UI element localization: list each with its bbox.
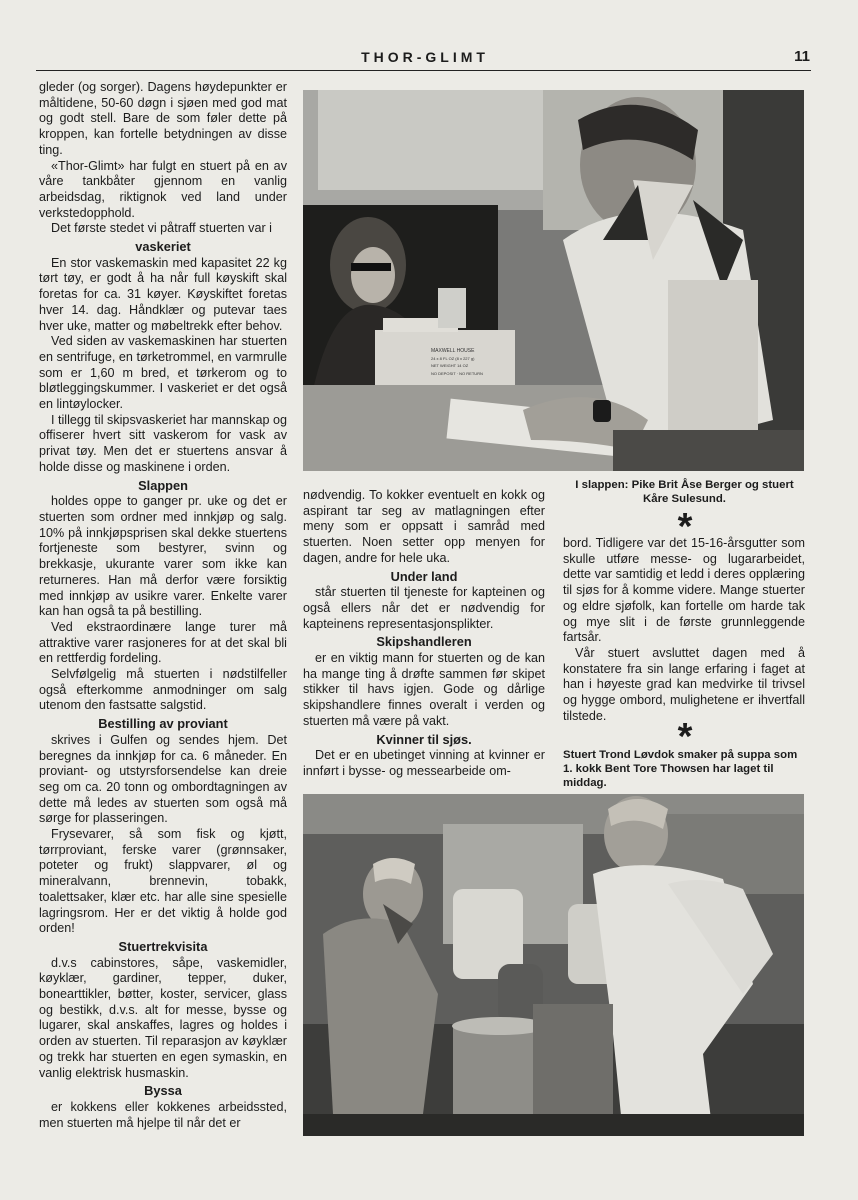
photo-byssa xyxy=(303,794,804,1136)
box-label-deposit: NO DEPOSIT · NO RETURN xyxy=(431,371,483,376)
subheading-kvinner: Kvinner til sjøs. xyxy=(376,731,472,747)
paragraph: I tillegg til skipsvaskeriet har mannskap og offiserer hvert sitt vaskerom for vask av privat tøy. Men det er stuertens ansvar å holde disse og maskinene i orden. xyxy=(39,412,287,474)
paragraph: gleder (og sorger). Dagens høydepunkter er måltidene, 50-60 døgn i sjøen med god mat og godt stell. Bare de som føler dette på kroppen, kan fortelle betydningen av disse ting. xyxy=(39,80,287,157)
photo-caption-byssa: Stuert Trond Løvdok smaker på suppa som 1. kokk Bent Tore Thowsen har laget til middag. xyxy=(563,749,798,789)
paragraph: er kokkens eller kokkenes arbeidssted, men stuerten må hjelpe til når det er xyxy=(39,1100,287,1130)
paragraph: skrives i Gulfen og sendes hjem. Det beregnes da innkjøp for ca. 6 måneder. En proviant- og utstyrsforsendelse kan dreie seg om ca. 20 tonn og ombordtagningen av dette må ledes av stuerten som også må sørge for plasseringen. xyxy=(39,732,287,826)
paragraph: er en viktig mann for stuerten og de kan ha mange ting å drøfte sammen før skipet stikker til havs igjen. Gode og dårlige skipshandlere finnes overalt i verden og stuerten må være på vakt. xyxy=(303,651,545,728)
header-rule xyxy=(36,70,811,71)
paragraph: nødvendig. To kokker eventuelt en kokk og aspirant tar seg av matlagningen efter meny som er oppsatt i samråd med stuerten. Noen setter opp menyen for dagen, andre for hele uka. xyxy=(303,488,545,565)
paragraph: «Thor-Glimt» har fulgt en stuert på en av våre tankbåter gjennom en vanlig arbeidsdag, riktignok ved land under verkstedopphold. xyxy=(39,158,287,220)
subheading-skipshandleren: Skipshandleren xyxy=(376,634,472,650)
paragraph: En stor vaskemaskin med kapasitet 22 kg tørt tøy, er godt å ha når full køyskift skal foretas for ca. 31 køyer. Køyskiftet foretas hver 14. dag. Håndklær og putevar taes hver uke, matter og møbeltrekk efter behov. xyxy=(39,255,287,333)
magazine-title: THOR-GLIMT xyxy=(361,49,489,65)
paragraph: Det første stedet vi påtraff stuerten var i xyxy=(51,221,272,236)
paragraph: Vår stuert avsluttet dagen med å konstatere fra sin lange erfaring i faget at han i høyeste grad kan medvirke til trivsel og hygge ombord, mulighetene er ihvertfall tilstede. xyxy=(563,645,805,723)
paragraph: bord. Tidligere var det 15-16-årsgutter som skulle utføre messe- og lugararbeidet, dette var samtidig et ledd i deres opplæring til sjøs for å komme videre. Mange stuerter og eldre sjøfolk, kan fortelle om harde tak og mye slit i de første grunnleggende fartsår. xyxy=(563,536,805,645)
photo-slappen-image xyxy=(303,90,804,471)
photo-slappen xyxy=(303,90,804,471)
paragraph: Selvfølgelig må stuerten i nødstilfeller også efterkomme anmodninger om salg utenom den fastsatte salgstid. xyxy=(39,667,287,713)
box-label-quantity: 24 x 8 FL OZ (8 x 227 g) xyxy=(431,356,475,361)
paragraph: Det er en ubetinget vinning at kvinner er innført i bysse- og messearbeide om- xyxy=(303,748,545,778)
box-label-weight: NET WEIGHT 14 OZ xyxy=(431,363,469,368)
paragraph: d.v.s cabinstores, såpe, vaskemidler, køyklær, gardiner, tepper, duker, bonearttikler, bøtter, koster, servicer, glass og bestikk, d.v.s. alt for messe, bysse og lugarer, skal anskaffes, lagres og holdes i orden av stuerten. Til reparasjon av køyklær og trekk har stuerten en egen symaskin, en vanlig elektrisk husmaskin. xyxy=(39,955,287,1080)
box-label-brand: MAXWELL HOUSE xyxy=(431,348,475,354)
subheading-under-land: Under land xyxy=(390,568,458,584)
paragraph: Frysevarer, så som fisk og kjøtt, tørrproviant, ferske varer (grønnsaker, poteter og frukt) slappvarer, øl og mineralvann, brennevin, tobakk, toalettsaker, klær etc. har alle sine spesielle lagringsrom. Her er det viktig å holde god orden! xyxy=(39,827,287,936)
paragraph: holdes oppe to ganger pr. uke og det er stuerten som ordner med innkjøp og salg. 10% på innkjøpsprisen skal dekke stuertens fortjeneste som bestyrer, svinn og brekkasje, ukurante varer som ikke kan returneres. Han må derfor være forsiktig med innkjøp av usikre varer. Enkelte varer kan han også ta på bestilling. xyxy=(39,494,287,619)
article-column-2 xyxy=(303,488,545,780)
page-number: 11 xyxy=(794,48,810,65)
photo-byssa-image xyxy=(303,794,804,1136)
subheading-byssa: Byssa xyxy=(144,1083,182,1099)
asterisk-divider: * xyxy=(677,506,693,548)
asterisk-divider: * xyxy=(677,716,693,758)
article-column-1 xyxy=(39,80,287,1131)
paragraph: Ved ekstraordinære lange turer må attraktive varer rasjoneres for at det skal bli en rettferdig fordeling. xyxy=(39,619,287,666)
subheading-stuertrekvisita: Stuertrekvisita xyxy=(118,938,208,954)
subheading-vaskeriet: vaskeriet xyxy=(135,239,191,255)
photo-caption-slappen: I slappen: Pike Brit Åse Berger og stuert Kåre Sulesund. xyxy=(575,479,794,505)
article-column-3 xyxy=(563,536,805,724)
paragraph: står stuerten til tjeneste for kapteinen og også ellers når det er nødvendig for kapteinens representasjonsplikter. xyxy=(303,585,545,631)
subheading-bestilling: Bestilling av proviant xyxy=(98,716,228,732)
paragraph: Ved siden av vaskemaskinen har stuerten en sentrifuge, en tørketrommel, en varmrulle som er 1,60 m bred, et tørkerom og to bløtleggingskummer. I vaskeriet er det også en lintøylocker. xyxy=(39,334,287,412)
subheading-slappen: Slappen xyxy=(138,477,188,493)
